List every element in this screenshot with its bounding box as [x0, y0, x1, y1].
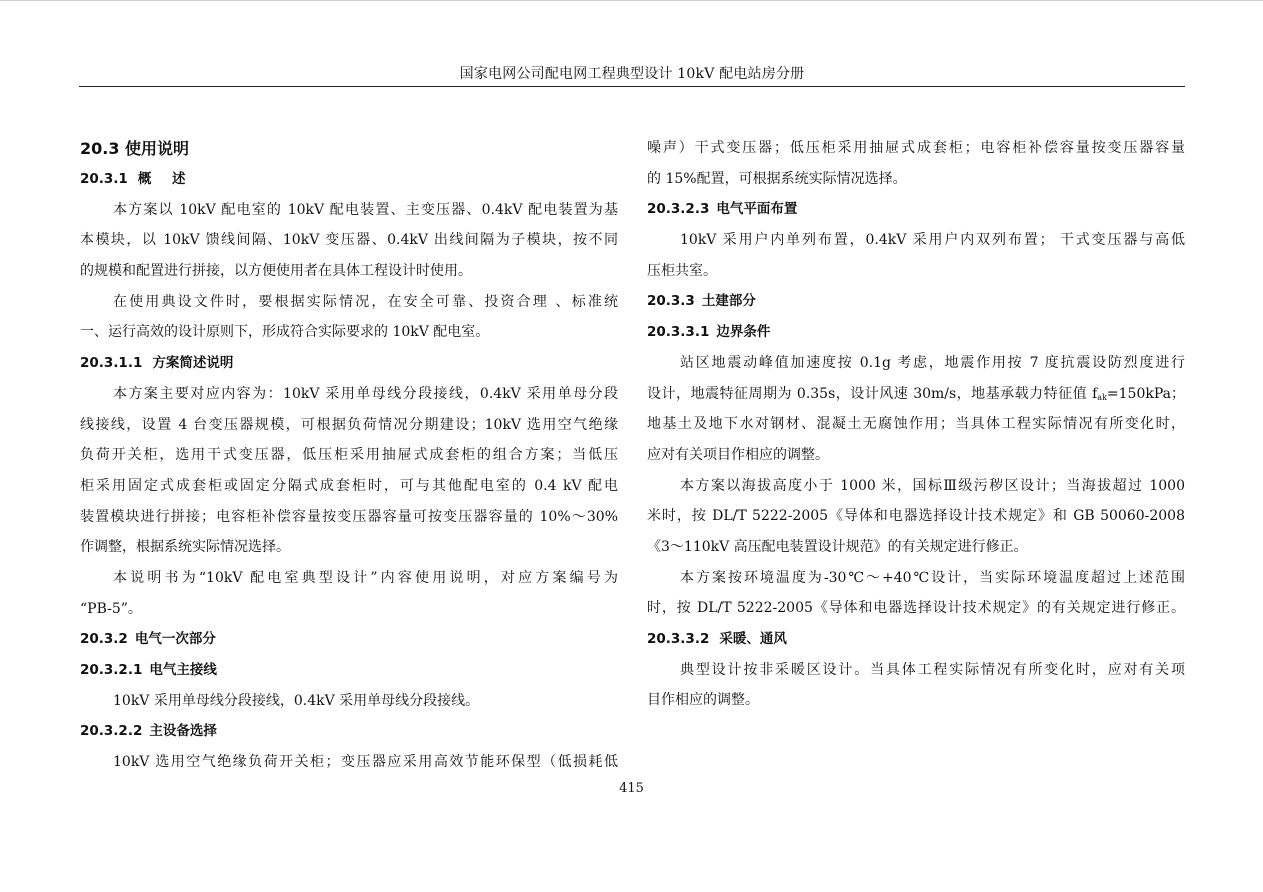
- heading-number: 20.3.2.1: [80, 662, 143, 678]
- paragraph-line: 本说明书为“10kV 配电室典型设计”内容使用说明，对应方案编号为: [113, 569, 618, 586]
- line-text: =150kPa；: [1106, 385, 1185, 402]
- paragraph-line: 地基土及地下水对钢材、混凝土无腐蚀作用；当具体工程实际情况有所变化时，: [647, 416, 1185, 433]
- section-title: 20.3 使用说明: [80, 139, 190, 158]
- header-rule: [79, 86, 1185, 87]
- paragraph-line: 站区地震动峰值加速度按 0.1g 考虑，地震作用按 7 度抗震设防烈度进行: [680, 354, 1185, 371]
- running-header: 国家电网公司配电网工程典型设计 10kV 配电站房分册: [459, 66, 805, 82]
- paragraph-line: 本方案主要对应内容为：10kV 采用单母线分段接线，0.4kV 采用单母分段: [113, 385, 618, 402]
- paragraph-line: 作调整，根据系统实际情况选择。: [80, 539, 290, 556]
- paragraph-line: 一、运行高效的设计原则下，形成符合实际要求的 10kV 配电室。: [80, 324, 490, 341]
- heading-number: 20.3.2.2: [80, 723, 143, 740]
- paragraph-line: 本方案按环境温度为-30℃～+40℃设计，当实际环境温度超过上述范围: [680, 569, 1185, 586]
- paragraph-line: 柜采用固定式成套柜或固定分隔式成套柜时，可与其他配电室的 0.4 kV 配电: [80, 477, 618, 494]
- subsection-heading-20-3-1-1: [80, 348, 618, 379]
- subsection-heading-20-3-2-3: [647, 194, 1185, 225]
- paragraph-line: 10kV 选用空气绝缘负荷开关柜；变压器应采用高效节能环保型（低损耗低: [113, 754, 618, 771]
- paragraph-line: 噪声）干式变压器；低压柜采用抽屉式成套柜；电容柜补偿容量按变压器容量: [647, 140, 1185, 156]
- paragraph-line: 的规模和配置进行拼接，以方便使用者在具体工程设计时使用。: [80, 263, 472, 280]
- heading-text: 边界条件: [716, 324, 771, 341]
- subsection-heading-20-3-2-2: [80, 716, 618, 747]
- heading-text: 电气主接线: [149, 662, 217, 678]
- paragraph-line: 装置模块进行拼接；电容柜补偿容量按变压器容量可按变压器容量的 10%～30%: [80, 508, 618, 525]
- heading-text: 概 述: [137, 171, 194, 187]
- heading-number: 20.3.2.3: [647, 201, 710, 218]
- paragraph-line: 的 15%配置，可根据系统实际情况选择。: [647, 170, 907, 187]
- paragraph-line: 本方案以海拔高度小于 1000 米，国标Ⅲ级污秽区设计；当海拔超过 1000: [680, 477, 1185, 494]
- subsection-heading-20-3-3-2: [647, 624, 1185, 655]
- top-border: [0, 0, 1263, 1]
- paragraph-line: 在使用典设文件时，要根据实际情况，在安全可靠、投资合理 、标准统: [113, 293, 618, 310]
- paragraph-line: 线接线，设置 4 台变压器规模，可根据负荷情况分期建设；10kV 选用空气绝缘: [80, 416, 618, 433]
- heading-text: 采暖、通风: [719, 631, 787, 647]
- paragraph-line: 10kV 采用户内单列布置，0.4kV 采用户内双列布置； 干式变压器与高低: [680, 232, 1185, 249]
- subsection-heading-20-3-3: [647, 286, 1185, 317]
- subsection-heading-20-3-2-1: [80, 655, 618, 686]
- subscript-ak: ak: [1097, 392, 1107, 402]
- subsection-heading-20-3-3-1: [647, 317, 1185, 348]
- paragraph-line: 10kV 采用单母线分段接线，0.4kV 采用单母线分段接线。: [113, 692, 480, 709]
- line-text: 设计，地震特征周期为 0.35s，设计风速 30m/s，地基承载力特征值 f: [647, 385, 1098, 402]
- heading-number: 20.3.1: [80, 171, 128, 187]
- subsection-heading-20-3-2: [80, 624, 618, 655]
- paragraph-line: 应对有关项目作相应的调整。: [647, 446, 829, 463]
- paragraph-line: 时，按 DL/T 5222-2005《导体和电器选择设计技术规定》的有关规定进行修正。: [647, 600, 1185, 617]
- left-column: [80, 133, 618, 778]
- heading-text: 主设备选择: [149, 723, 217, 740]
- heading-number: 20.3.3.1: [647, 324, 710, 341]
- paragraph-line: 典型设计按非采暖区设计。当具体工程实际情况有所变化时，应对有关项: [680, 661, 1185, 678]
- paragraph-line: 本模块，以 10kV 馈线间隔、10kV 变压器、0.4kV 出线间隔为子模块，按不同: [80, 232, 618, 249]
- heading-text: 电气一次部分: [134, 631, 216, 648]
- paragraph-line-with-subscript: [647, 379, 1185, 410]
- paragraph-line: 目作相应的调整。: [647, 692, 759, 709]
- paragraph-line: 本方案以 10kV 配电室的 10kV 配电装置、主变压器、0.4kV 配电装置为基: [113, 201, 618, 218]
- heading-number: 20.3.3.2: [647, 631, 710, 647]
- paragraph-line: 米时，按 DL/T 5222-2005《导体和电器选择设计技术规定》和 GB 50060-2008: [647, 508, 1185, 525]
- paragraph-line: 《3～110kV 高压配电装置设计规范》的有关规定进行修正。: [647, 538, 1028, 555]
- right-column: [647, 133, 1185, 716]
- heading-number: 20.3.1.1: [80, 355, 143, 372]
- paragraph-line: “PB-5”。: [80, 600, 142, 617]
- heading-number: 20.3.2: [80, 631, 128, 648]
- heading-number: 20.3.3: [647, 293, 695, 310]
- heading-text: 电气平面布置: [716, 201, 798, 218]
- page-number: 415: [619, 781, 644, 796]
- subsection-heading-20-3-1: [80, 164, 618, 195]
- paragraph-line: 负荷开关柜，选用干式变压器，低压柜采用抽屉式成套柜的组合方案；当低压: [80, 447, 618, 464]
- heading-text: 土建部分: [701, 293, 756, 310]
- paragraph-line: 压柜共室。: [647, 262, 717, 279]
- heading-text: 方案简述说明: [152, 355, 234, 372]
